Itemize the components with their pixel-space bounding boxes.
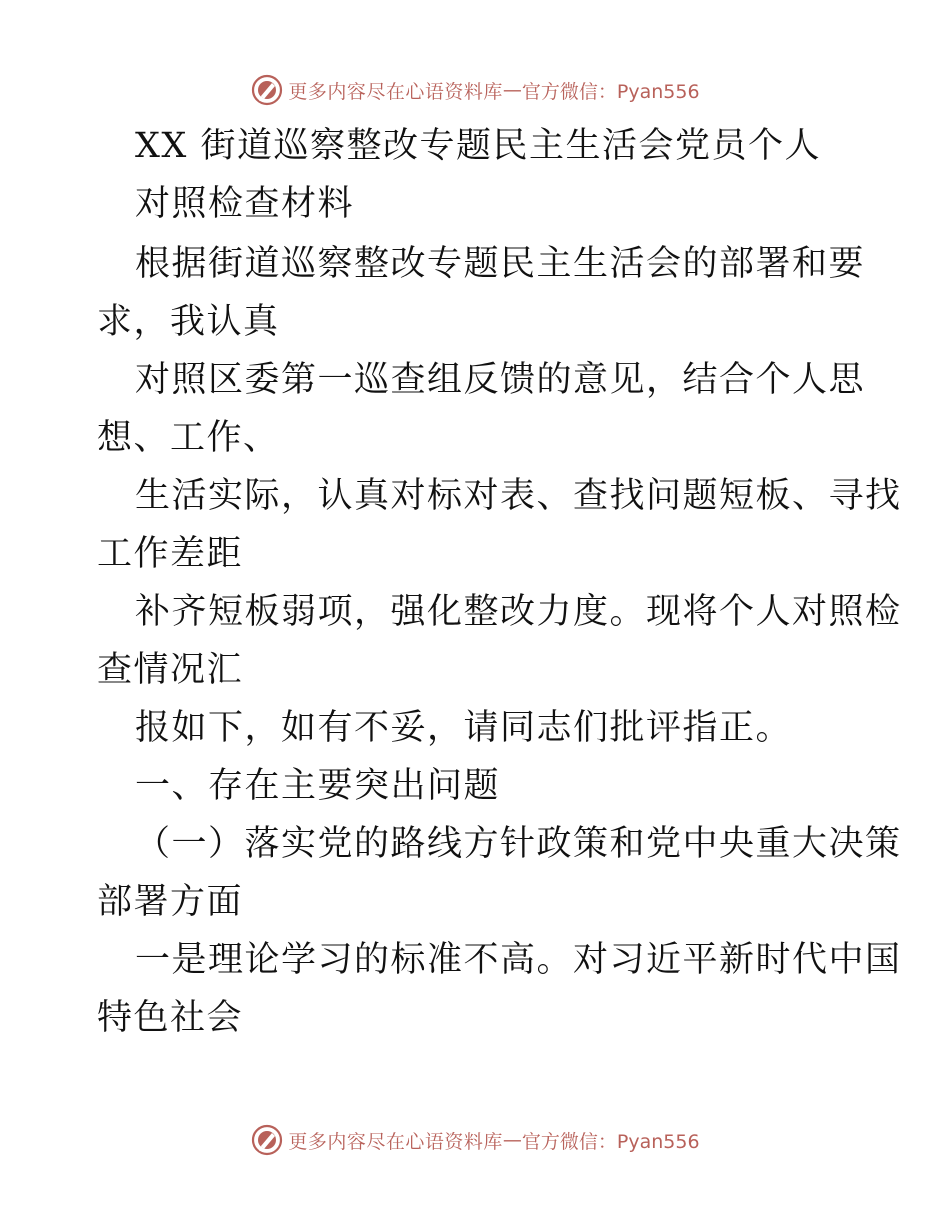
paragraph-line: 特色社会 xyxy=(97,998,244,1038)
paragraph-line: 补齐短板弱项，强化整改力度。现将个人对照检 xyxy=(135,592,902,632)
paragraph-line: 一是理论学习的标准不高。对习近平新时代中国 xyxy=(135,940,902,980)
header-banner-separator: — xyxy=(502,79,522,101)
footer-banner xyxy=(0,1120,950,1160)
header-banner-text: 更多内容尽在心语资料库 xyxy=(288,80,503,103)
footer-banner-text: 更多内容尽在心语资料库 xyxy=(288,1130,503,1153)
doc-title-line-1: XX 街道巡察整改专题民主生活会党员个人 xyxy=(135,126,821,166)
header-banner-wechat: 官方微信：Pyan556 xyxy=(521,80,700,103)
paragraph-line: 想、工作、 xyxy=(97,418,280,458)
pen-logo-icon xyxy=(250,1123,284,1157)
section-heading: 一、存在主要突出问题 xyxy=(135,766,501,806)
paragraph-line: 根据街道巡察整改专题民主生活会的部署和要 xyxy=(135,244,866,284)
doc-title-line-2: 对照检查材料 xyxy=(135,184,355,224)
paragraph-line: 报如下，如有不妥，请同志们批评指正。 xyxy=(135,708,793,748)
paragraph-line: 生活实际，认真对标对表、查找问题短板、寻找 xyxy=(135,476,902,516)
paragraph-line: 对照区委第一巡查组反馈的意见，结合个人思 xyxy=(135,360,866,400)
subsection-heading-continuation: 部署方面 xyxy=(97,882,244,922)
subsection-heading: （一）落实党的路线方针政策和党中央重大决策 xyxy=(135,824,902,864)
pen-logo-icon xyxy=(250,73,284,107)
paragraph-line: 工作差距 xyxy=(97,534,244,574)
footer-banner-wechat: 官方微信：Pyan556 xyxy=(521,1130,700,1153)
paragraph-line: 查情况汇 xyxy=(97,650,244,690)
footer-banner-separator: — xyxy=(502,1129,522,1151)
header-banner xyxy=(0,70,950,110)
paragraph-line: 求，我认真 xyxy=(97,302,280,342)
